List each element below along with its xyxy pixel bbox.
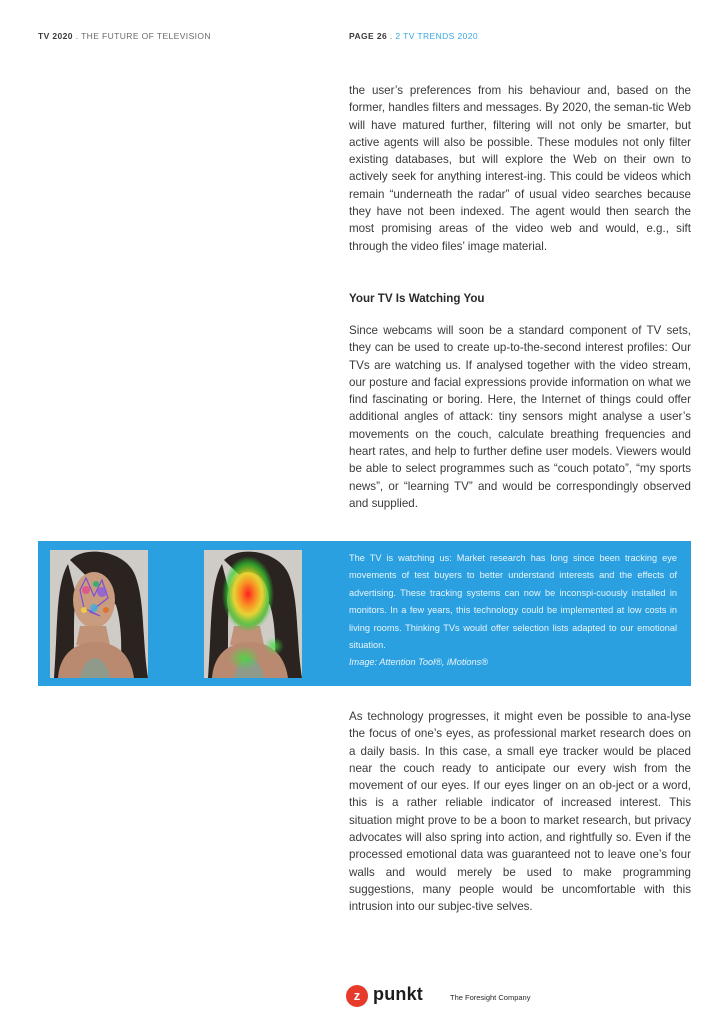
eye-tracking-photo-gaze — [50, 550, 148, 678]
header-subtitle: THE FUTURE OF TELEVISION — [81, 31, 211, 41]
footer — [346, 984, 546, 1010]
page-number: PAGE 26 — [349, 31, 388, 41]
eye-tracking-photo-heatmap — [204, 550, 302, 678]
header-publication: TV 2020 — [38, 31, 73, 41]
header-separator-right: . — [387, 31, 396, 41]
figure-band — [38, 541, 691, 686]
header-separator: . — [72, 31, 82, 41]
running-header-left — [38, 31, 211, 41]
paragraph-webcams: Since webcams will soon be a standard component of TV sets, they can be used to create up-to-the-second interest profiles: Our TVs are watching us. If analysed together with the video stream, our posture and facial expressions provide information on what we find fascinating or boring. Here, the Internet of things could offer additional angles of attack: tiny sensors might analyse a user’s movements on the couch, calculate breathing frequencies and heart rates, and help to further define user models. Viewers would be able to select programmes such as “couch potato”, “my sports news”, or “learning TV” and would be correspondingly observed and supplied. — [349, 324, 691, 510]
caption-text: The TV is watching us: Market research has long since been tracking eye movements of test buyers to better understand interests and the effects of advertising. These tracking systems can now be inconspi-cuously installed in monitors. In a few years, this technology could be implemented at low costs in living rooms. Thinking TVs would offer selection lists adapted to our emotional situation. — [349, 553, 677, 651]
body-column-bottom — [349, 708, 691, 916]
body-column-top — [349, 82, 691, 255]
running-header-right — [349, 31, 478, 41]
figure-caption — [349, 550, 677, 672]
logo-wordmark: punkt — [373, 984, 423, 1004]
image-credit: Image: Attention Tool®, iMotions® — [349, 657, 488, 668]
zpunkt-logo-icon: z — [346, 985, 368, 1007]
body-column-middle — [349, 322, 691, 512]
paragraph-agents: the user’s preferences from his behaviour and, based on the former, handles filters and messages. By 2020, the seman-tic Web will have matured further, filtering will not only be smarter, but active agents will also be possible. These modules not only filter existing databases, but will explore the Web on their own to actively seek for anything interest-ing. This could be videos which remain “underneath the radar” of usual video searches because they have not been indexed. The agent would then search the most promising areas of the video web and would, e.g., sift through the video files’ image material. — [349, 84, 691, 253]
section-heading: Your TV Is Watching You — [349, 292, 485, 305]
company-tagline: The Foresight Company — [450, 993, 531, 1002]
paragraph-eye-tracker: As technology progresses, it might even be possible to ana-lyse the focus of one’s eyes, as professional market research does on a daily basis. In this case, a small eye tracker would be placed near the couch ready to anticipate our every wish from the movement of our eyes. If our eyes linger on an ob-ject or a word, this is a rather reliable indicator of increased interest. This situation might prove to be a boon to market research, but privacy advocates will also spring into action, and rightfully so. Even if the processed emotional data was guaranteed not to leave one’s four walls and would merely be used to make programming suggestions, many people would be uncomfortable with this intrusion into our subjec-tive selves. — [349, 710, 691, 914]
section-title: 2 TV TRENDS 2020 — [395, 31, 478, 41]
